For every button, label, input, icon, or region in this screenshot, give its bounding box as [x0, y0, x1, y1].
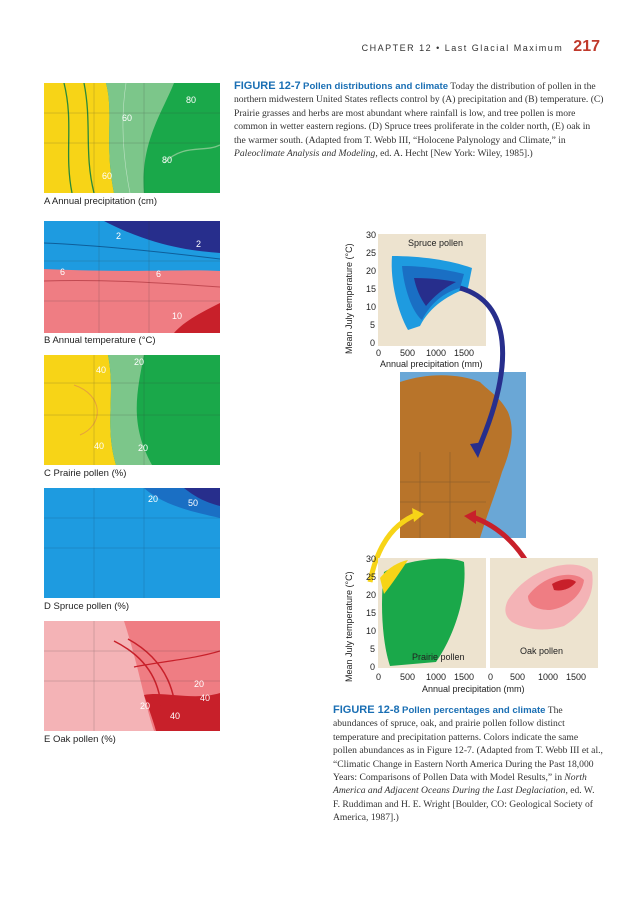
x-tick: 500: [400, 348, 416, 358]
map-b-label: B Annual temperature (°C): [44, 335, 156, 346]
contour-label: 2: [196, 239, 202, 249]
spruce-title: Spruce pollen: [408, 238, 464, 248]
x-tick: 0: [376, 348, 382, 358]
prairie-y-ticks: [366, 554, 376, 672]
y-axis-label: Mean July temperature (°C): [344, 243, 354, 354]
x-tick: 1500: [566, 672, 587, 682]
contour-label: 20: [140, 701, 151, 711]
x-tick: 1000: [426, 348, 447, 358]
y-tick: 5: [370, 320, 376, 330]
contour-label: 20: [138, 443, 149, 453]
contour-label: 10: [172, 311, 183, 321]
figure-12-8-caption: [333, 704, 603, 825]
y-tick: 10: [366, 626, 377, 636]
x-tick: 0: [376, 672, 382, 682]
map-d-label: D Spruce pollen (%): [44, 601, 130, 612]
contour-label: 80: [162, 155, 173, 165]
y-tick: 15: [366, 284, 377, 294]
caption-source-end: , ed. A. Hecht [New York: Wiley, 1985].): [375, 148, 533, 160]
x-tick: 0: [488, 672, 494, 682]
map-e-oak-pollen: [44, 621, 220, 731]
caption-body: Today the distribution of pollen in the northern midwestern United States reflects control by (A) precipitation and (B) temperature. (C) Prairie grasses and herbs are most abundant where rainfall is low, and tree pollen is more common in wetter eastern regions. (D) Spruce trees proliferate in the colder north, (E) oak in the warmer south. (Adapted from T. Webb III, “Holocene Palynology and Climate,” in: [234, 81, 604, 146]
map-d-spruce-pollen: [44, 488, 220, 598]
x-tick: 1000: [426, 672, 447, 682]
map-c-prairie-pollen: [44, 355, 220, 465]
x-tick: 1500: [454, 672, 475, 682]
y-tick: 0: [370, 662, 376, 672]
x-tick: 1000: [538, 672, 559, 682]
contour-label: 2: [116, 231, 122, 241]
y-tick: 0: [370, 338, 376, 348]
x-tick: 500: [400, 672, 416, 682]
y-tick: 25: [366, 572, 377, 582]
page-number: 217: [573, 38, 600, 55]
y-tick: 15: [366, 608, 377, 618]
x-tick: 500: [510, 672, 526, 682]
contour-label: 60: [102, 171, 113, 181]
spruce-x-ticks: [376, 348, 474, 358]
contour-label: 6: [156, 269, 162, 279]
prairie-title: Prairie pollen: [412, 652, 465, 662]
figure-title: Pollen distributions and climate: [303, 81, 449, 92]
contour-label: 60: [122, 113, 133, 123]
y-tick: 20: [366, 266, 377, 276]
y-axis-label: Mean July temperature (°C): [344, 571, 354, 682]
y-tick: 20: [366, 590, 377, 600]
y-tick: 30: [366, 230, 377, 240]
contour-label: 50: [188, 498, 199, 508]
y-tick: 25: [366, 248, 377, 258]
caption-source-title: Paleoclimate Analysis and Modeling: [234, 148, 376, 160]
running-header: [362, 38, 600, 56]
contour-label: 40: [94, 441, 105, 451]
caption-source-title: North America and Adjacent Oceans During the Last Deglaciation: [333, 772, 587, 797]
figure-12-7-caption: [234, 80, 604, 160]
map-a-label: A Annual precipitation (cm): [44, 196, 158, 207]
map-e-label: E Oak pollen (%): [44, 734, 116, 745]
figure-number: FIGURE 12-8: [333, 704, 400, 716]
y-tick: 10: [366, 302, 377, 312]
contour-label: 20: [148, 494, 159, 504]
x-axis-label: Annual precipitation (mm): [422, 684, 525, 694]
x-axis-label: Annual precipitation (mm): [380, 359, 483, 369]
figure-number: FIGURE 12-7: [234, 80, 301, 92]
oak-title: Oak pollen: [520, 646, 564, 656]
y-tick: 5: [370, 644, 376, 654]
contour-label: 40: [170, 711, 181, 721]
contour-label: 20: [134, 357, 145, 367]
figure-title: Pollen percentages and climate: [402, 705, 546, 716]
caption-body: The abundances of spruce, oak, and prairie pollen follow distinct temperature and precipitation patterns. Colors indicate the same pollen abundances as in Figure 12-7. (Adapted from T. Webb III et al., “Climatic Change in Eastern North America During the Past 18,000 Years: Comparisons of Pollen Data with Model Results,” in: [333, 705, 603, 784]
chapter-title: CHAPTER 12 • Last Glacial Maximum: [361, 43, 564, 53]
contour-label: 20: [194, 679, 205, 689]
y-tick: 30: [366, 554, 377, 564]
map-b-temperature: [44, 221, 220, 333]
oak-x-ticks: [488, 672, 586, 682]
x-tick: 1500: [454, 348, 475, 358]
contour-label: 40: [200, 693, 211, 703]
figure-12-8-graphic: [340, 222, 630, 702]
contour-label: 6: [60, 267, 66, 277]
map-a-precipitation: [44, 83, 220, 193]
prairie-x-ticks: [376, 672, 474, 682]
spruce-y-ticks: [366, 230, 376, 348]
map-c-label: C Prairie pollen (%): [44, 468, 127, 479]
contour-label: 40: [96, 365, 107, 375]
caption-source-end: , ed. W. F. Ruddiman and H. E. Wright [Boulder, CO: Geological Society of America, 1987].): [333, 785, 595, 824]
contour-label: 80: [186, 95, 197, 105]
